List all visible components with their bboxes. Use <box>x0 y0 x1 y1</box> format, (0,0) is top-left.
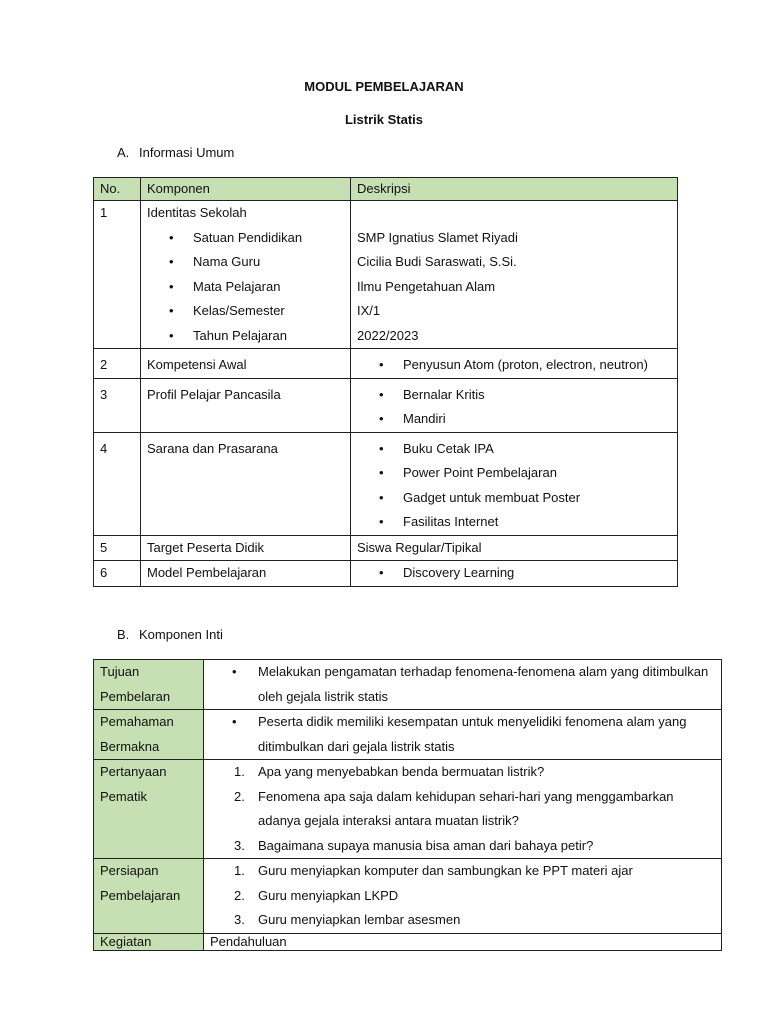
row-label: Target Peserta Didik <box>141 535 351 561</box>
label-line: Pembelaran <box>100 688 171 704</box>
content-cell <box>204 760 722 859</box>
list-item: • Fasilitas Internet <box>357 510 671 535</box>
list-item: • Bernalar Kritis <box>357 383 671 408</box>
list-item: • Peserta didik memiliki kesempatan untuk menyelidiki fenomena alam yang ditimbulkan dari gejala listrik statis <box>210 710 715 759</box>
deskripsi-cell <box>351 378 678 432</box>
item-text: Guru menyiapkan komputer dan sambungkan ke PPT materi ajar <box>258 863 633 878</box>
list-item: • Power Point Pembelajaran <box>357 461 671 486</box>
deskripsi-cell <box>351 349 678 379</box>
section-b-title: Komponen Inti <box>139 627 223 642</box>
list-item: • Kelas/Semester <box>147 299 344 324</box>
item-number: 3. <box>234 837 245 853</box>
row-number: 2 <box>94 349 141 379</box>
komponen-cell <box>141 201 351 349</box>
section-a-title: Informasi Umum <box>139 145 235 160</box>
label-line: Persiapan <box>100 863 159 878</box>
section-a-letter: A. <box>117 145 130 160</box>
kompetensi-list <box>357 353 671 378</box>
item-number: 1. <box>234 764 245 779</box>
section-a-heading <box>117 145 234 160</box>
row-label <box>94 660 204 710</box>
model-list <box>357 561 671 586</box>
content-cell <box>204 660 722 710</box>
document-subtitle: Listrik Statis <box>344 112 424 127</box>
item-number: 3. <box>234 912 245 927</box>
row-label: Profil Pelajar Pancasila <box>141 378 351 432</box>
row-label: Sarana dan Prasarana <box>141 432 351 535</box>
row-label <box>94 859 204 934</box>
content-cell: Pendahuluan <box>204 933 722 950</box>
table-row <box>94 660 722 710</box>
deskripsi-cell <box>351 561 678 587</box>
table-row <box>94 349 678 379</box>
row-number: 3 <box>94 378 141 432</box>
value-nama-guru: Cicilia Budi Saraswati, S.Si. <box>357 254 517 269</box>
list-item <box>210 859 715 884</box>
item-text: Apa yang menyebabkan benda bermuatan listrik? <box>258 764 545 779</box>
pemahaman-list <box>210 710 715 759</box>
list-item: • Melakukan pengamatan terhadap fenomena-fenomena alam yang ditimbulkan oleh gejala listrik statis <box>210 660 715 709</box>
item-text: Bagaimana supaya manusia bisa aman dari bahaya petir? <box>258 837 594 853</box>
row-label: Model Pembelajaran <box>141 561 351 587</box>
list-item: • Satuan Pendidikan <box>147 226 344 251</box>
table-row <box>94 201 678 349</box>
row-label: Kompetensi Awal <box>141 349 351 379</box>
pertanyaan-list <box>210 760 715 858</box>
label-line: Pembelajaran <box>100 887 181 903</box>
table-row <box>94 710 722 760</box>
label-line: Pemahaman <box>100 714 174 729</box>
header-komponen: Komponen <box>141 178 351 201</box>
row-number: 1 <box>94 201 141 349</box>
komponen-inti-table <box>93 659 722 951</box>
header-deskripsi: Deskripsi <box>351 178 678 201</box>
item-text: Fenomena apa saja dalam kehidupan sehari-hari yang menggambarkan adanya gejala interaksi antara muatan listrik? <box>258 788 674 828</box>
list-item <box>210 884 715 909</box>
value-kelas-semester: IX/1 <box>357 303 381 318</box>
document-title: MODUL PEMBELAJARAN <box>304 79 464 94</box>
list-item: • Tahun Pelajaran <box>147 324 344 349</box>
table-row <box>94 378 678 432</box>
persiapan-list <box>210 859 715 933</box>
table-row <box>94 535 678 561</box>
list-item: • Gadget untuk membuat Poster <box>357 486 671 511</box>
table-row <box>94 760 722 859</box>
row-label: Kegiatan <box>94 933 204 950</box>
section-b-letter: B. <box>117 627 130 642</box>
list-item: • Penyusun Atom (proton, electron, neutron) <box>357 353 671 378</box>
list-item: • Mandiri <box>357 407 671 432</box>
identitas-list <box>147 226 344 349</box>
row-label <box>94 760 204 859</box>
tujuan-list <box>210 660 715 709</box>
value-satuan-pendidikan: SMP Ignatius Slamet Riyadi <box>357 229 518 245</box>
item-text: Guru menyiapkan lembar asesmen <box>258 912 461 927</box>
content-cell <box>204 859 722 934</box>
list-item: • Nama Guru <box>147 250 344 275</box>
table-row <box>94 859 722 934</box>
profil-list <box>357 383 671 432</box>
item-text: Guru menyiapkan LKPD <box>258 887 399 903</box>
list-item: • Discovery Learning <box>357 561 671 586</box>
label-line: Pematik <box>100 788 147 804</box>
label-line: Pertanyaan <box>100 764 167 779</box>
row-number: 5 <box>94 535 141 561</box>
table-row <box>94 933 722 950</box>
list-item <box>210 908 715 933</box>
content-cell <box>204 710 722 760</box>
table-header-row <box>94 178 678 201</box>
list-item <box>210 834 715 859</box>
value-tahun-pelajaran: 2022/2023 <box>357 327 419 343</box>
row-label: Identitas Sekolah <box>147 205 247 220</box>
label-line: Tujuan <box>100 664 140 679</box>
list-item: • Mata Pelajaran <box>147 275 344 300</box>
section-b-heading <box>117 627 223 642</box>
list-item <box>210 760 715 785</box>
list-item: • Buku Cetak IPA <box>357 437 671 462</box>
sarana-list <box>357 437 671 535</box>
informasi-umum-table <box>93 177 678 587</box>
table-row <box>94 561 678 587</box>
row-number: 6 <box>94 561 141 587</box>
deskripsi-cell <box>351 432 678 535</box>
header-no: No. <box>94 178 141 201</box>
item-number: 2. <box>234 887 245 903</box>
list-item <box>210 785 715 834</box>
item-number: 2. <box>234 788 245 804</box>
row-number: 4 <box>94 432 141 535</box>
deskripsi-cell: Siswa Regular/Tipikal <box>351 535 678 561</box>
table-row <box>94 432 678 535</box>
item-number: 1. <box>234 863 245 878</box>
value-mata-pelajaran: Ilmu Pengetahuan Alam <box>357 278 496 294</box>
label-line: Bermakna <box>100 738 160 754</box>
row-label <box>94 710 204 760</box>
deskripsi-cell <box>351 201 678 349</box>
